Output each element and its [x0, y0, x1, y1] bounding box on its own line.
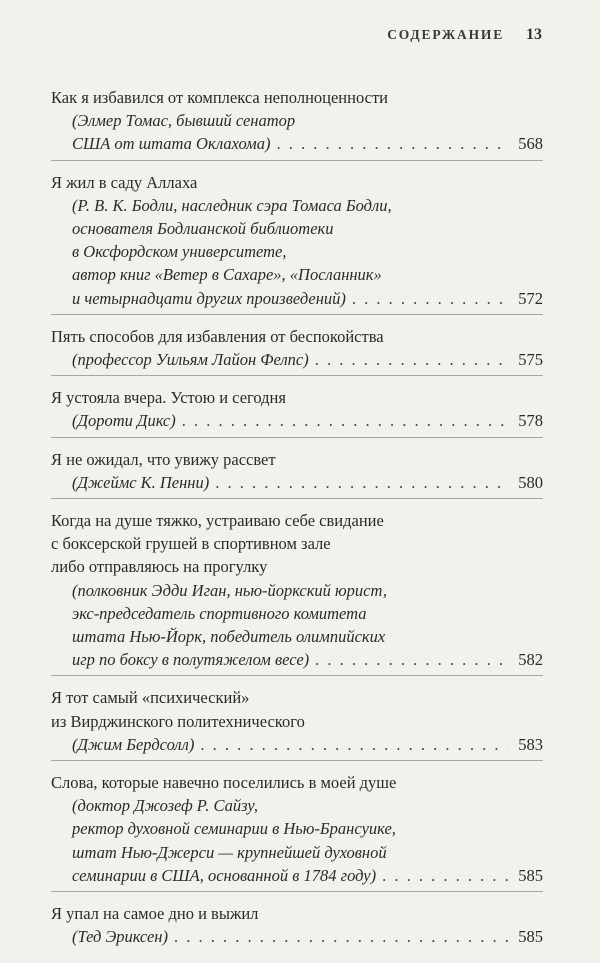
- entry-author: в Оксфордском университете,: [72, 242, 287, 262]
- entry-title-line: [51, 532, 543, 555]
- entry-title-line: [51, 386, 543, 409]
- entry-page-number: 578: [518, 411, 543, 431]
- entry-author-line: [51, 217, 543, 240]
- dot-leader: [382, 864, 508, 887]
- entry-author-line: [51, 794, 543, 817]
- entry-page-number: 568: [518, 134, 543, 154]
- entry-title-line: [51, 555, 543, 578]
- entry-author: (Тед Эриксен): [72, 927, 168, 947]
- dot-leader: [352, 287, 508, 310]
- entry-author-line: [51, 263, 543, 286]
- entry-page-number: 575: [518, 350, 543, 370]
- dot-leader: [315, 348, 509, 371]
- entry-author-line: [51, 287, 543, 310]
- entry-author: штат Нью-Джерси — крупнейшей духовной: [72, 842, 387, 862]
- entry-author: (доктор Джозеф Р. Сайзу,: [72, 796, 259, 816]
- toc-entry: [51, 325, 543, 376]
- entry-author: основателя Бодлианской библиотеки: [72, 219, 334, 239]
- entry-author: ректор духовной семинарии в Нью-Брансуике,: [72, 819, 396, 839]
- dot-leader: [174, 925, 508, 948]
- entry-title-line: [51, 710, 543, 733]
- entry-author-line: [51, 471, 543, 494]
- dot-leader: [182, 409, 509, 432]
- dot-leader: [200, 733, 508, 756]
- entry-title: из Вирджинского политехнического: [51, 711, 305, 731]
- entry-author-line: [51, 625, 543, 648]
- entry-page-number: 585: [518, 927, 543, 947]
- entry-author-line: [51, 602, 543, 625]
- entry-author-line: [51, 194, 543, 217]
- entry-title-line: [51, 686, 543, 709]
- toc-entry: [51, 686, 543, 761]
- entry-title-line: [51, 325, 543, 348]
- entry-title-line: [51, 86, 543, 109]
- entry-title-line: [51, 171, 543, 194]
- entry-author-line: [51, 733, 543, 756]
- entry-author: штата Нью-Йорк, победитель олимпийских: [72, 627, 386, 647]
- entry-author: игр по боксу в полутяжелом весе): [72, 650, 310, 670]
- dot-leader: [215, 471, 508, 494]
- entry-page-number: 583: [518, 734, 543, 754]
- entry-title-line: [51, 902, 543, 925]
- entry-author-line: [51, 864, 543, 887]
- entry-title: Пять способов для избавления от беспокойства: [51, 326, 384, 346]
- entry-author-line: [51, 348, 543, 371]
- entry-author: США от штата Оклахома): [72, 134, 271, 154]
- page-number: 13: [526, 26, 542, 43]
- entry-author: (Джеймс К. Пенни): [72, 472, 210, 492]
- toc-entry: [51, 86, 543, 161]
- entry-author-line: [51, 409, 543, 432]
- entry-author-line: [51, 841, 543, 864]
- entry-title: Слова, которые навечно поселились в моей душе: [51, 773, 397, 793]
- entry-title: Как я избавился от комплекса неполноценности: [51, 88, 388, 107]
- entry-title: Когда на душе тяжко, устраиваю себе свидание: [51, 511, 384, 531]
- toc-entry: [51, 386, 543, 437]
- entry-author: (Дороти Дикс): [72, 411, 176, 431]
- dot-leader: [276, 132, 508, 155]
- entry-title: с боксерской грушей в спортивном зале: [51, 534, 331, 554]
- entry-author-line: [51, 240, 543, 263]
- dot-leader: [315, 648, 508, 671]
- entry-author: (полковник Эдди Иган, нью-йоркский юрист,: [72, 580, 387, 600]
- toc-entry: [51, 902, 543, 952]
- section-title: СОДЕРЖАНИЕ: [387, 27, 504, 42]
- entry-author-line: [51, 925, 543, 948]
- entry-title-line: [51, 448, 543, 471]
- entry-title: либо отправляюсь на прогулку: [51, 557, 268, 577]
- toc-entry: [51, 771, 543, 892]
- entry-author-line: [51, 579, 543, 602]
- entry-author-line: [51, 132, 543, 155]
- entry-author: экс-председатель спортивного комитета: [72, 603, 367, 623]
- entry-author: семинарии в США, основанной в 1784 году): [72, 865, 377, 885]
- entry-page-number: 585: [518, 865, 543, 885]
- entry-author: (профессор Уильям Лайон Фелпс): [72, 350, 309, 370]
- entry-title: Я не ожидал, что увижу рассвет: [51, 449, 276, 469]
- entry-author-line: [51, 109, 543, 132]
- entry-author: и четырнадцати других произведений): [72, 288, 346, 308]
- entry-author-line: [51, 817, 543, 840]
- toc-entry: [51, 509, 543, 676]
- entry-title-line: [51, 771, 543, 794]
- entry-author: автор книг «Ветер в Сахаре», «Посланник»: [72, 265, 382, 285]
- running-header: [387, 26, 542, 44]
- table-of-contents: [51, 86, 543, 963]
- toc-entry: [51, 171, 543, 315]
- entry-page-number: 582: [518, 650, 543, 670]
- entry-title-line: [51, 509, 543, 532]
- toc-entry: [51, 448, 543, 499]
- entry-page-number: 572: [518, 288, 543, 308]
- entry-author: (Р. В. К. Бодли, наследник сэра Томаса Бодли,: [72, 195, 392, 215]
- entry-author-line: [51, 648, 543, 671]
- entry-title: Я устояла вчера. Устою и сегодня: [51, 388, 286, 408]
- entry-page-number: 580: [518, 472, 543, 492]
- entry-title: Я упал на самое дно и выжил: [51, 904, 259, 924]
- entry-author: (Джим Бердсолл): [72, 734, 195, 754]
- entry-author: (Элмер Томас, бывший сенатор: [72, 111, 296, 131]
- entry-title: Я жил в саду Аллаха: [51, 172, 198, 192]
- entry-title: Я тот самый «психический»: [51, 688, 250, 708]
